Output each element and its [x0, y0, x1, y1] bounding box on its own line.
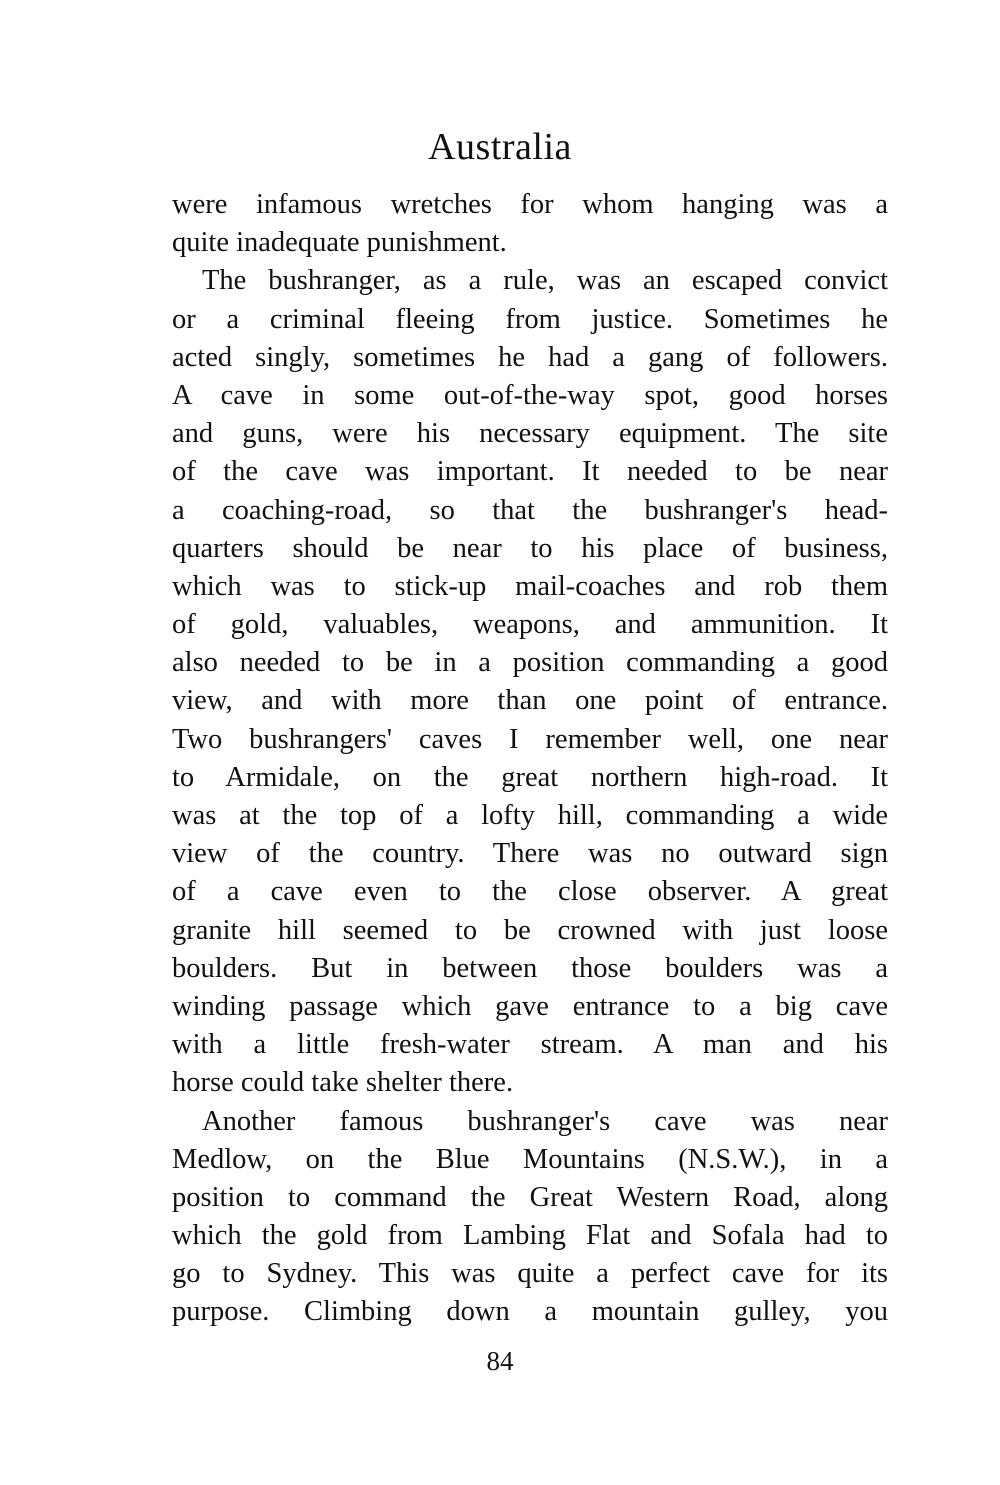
text-line: of the cave was important. It needed to be near [172, 456, 888, 488]
text-line: of a cave even to the close observer. A great [172, 876, 888, 908]
text-line: which was to stick-up mail-coaches and rob them [172, 570, 888, 602]
text-line: was at the top of a lofty hill, commanding a wide [172, 800, 888, 831]
text-line: Two bushrangers' caves I remember well, one near [172, 723, 888, 755]
text-line: go to Sydney. This was quite a perfect cave for its [172, 1258, 888, 1290]
text-line: quite inadequate punishment. [172, 227, 507, 259]
text-line: acted singly, sometimes he had a gang of followers. [172, 341, 888, 373]
text-line: view of the country. There was no outward sign [172, 838, 888, 870]
text-line: with a little fresh-water stream. A man and his [172, 1029, 888, 1061]
text-line: position to command the Great Western Road, along [172, 1181, 888, 1213]
text-line: and guns, were his necessary equipment. The site [172, 418, 888, 450]
running-head: Australia [428, 126, 572, 168]
text-line: A cave in some out-of-the-way spot, good horses [172, 379, 888, 411]
text-line: granite hill seemed to be crowned with just loose [172, 914, 888, 946]
text-line: view, and with more than one point of entrance. [172, 685, 888, 717]
body-text [172, 186, 888, 1332]
text-line: a coaching-road, so that the bushranger's head- [172, 494, 888, 526]
text-line: The bushranger, as a rule, was an escaped convict [202, 265, 888, 297]
text-line: or a criminal fleeing from justice. Sometimes he [172, 303, 888, 335]
text-line: horse could take shelter there. [172, 1067, 514, 1099]
text-line: Medlow, on the Blue Mountains (N.S.W.), in a [172, 1143, 888, 1175]
text-line: boulders. But in between those boulders was a [172, 952, 888, 984]
page-number: 84 [486, 1346, 514, 1376]
text-line: which the gold from Lambing Flat and Sofala had to [172, 1220, 888, 1252]
text-line: were infamous wretches for whom hanging was a [172, 189, 888, 220]
text-line: Another famous bushranger's cave was near [202, 1105, 888, 1137]
text-line: to Armidale, on the great northern high-road. It [172, 761, 888, 793]
text-line: of gold, valuables, weapons, and ammunition. It [172, 609, 888, 641]
text-line: purpose. Climbing down a mountain gulley, you [172, 1296, 888, 1328]
text-line: quarters should be near to his place of business, [172, 532, 888, 564]
text-line: winding passage which gave entrance to a big cave [172, 990, 888, 1022]
text-line: also needed to be in a position commanding a good [172, 647, 888, 679]
